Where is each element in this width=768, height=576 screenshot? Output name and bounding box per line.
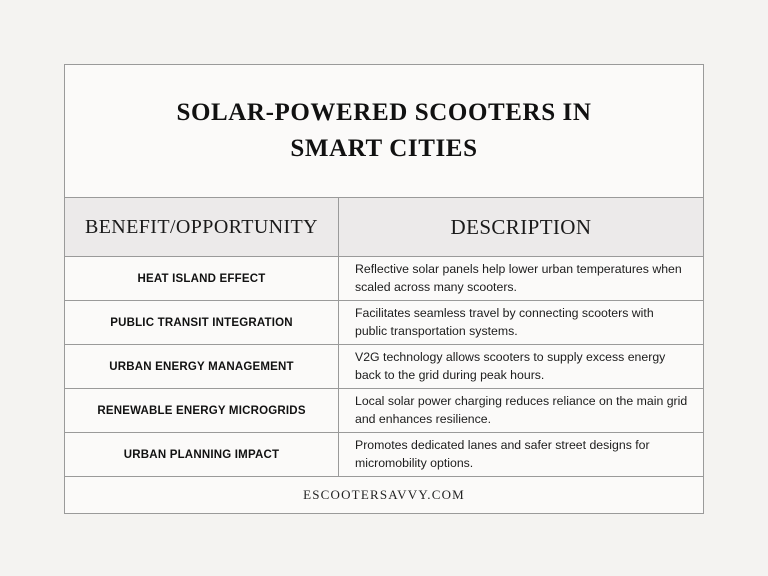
cell-benefit: PUBLIC TRANSIT INTEGRATION [65, 301, 339, 344]
infographic-card [64, 64, 704, 514]
cell-description: Local solar power charging reduces reliance on the main grid and enhances resilience. [355, 394, 688, 426]
table-header-row [65, 198, 703, 257]
table-row [65, 301, 703, 345]
page-title-line-1: SOLAR-POWERED SCOOTERS IN [176, 98, 592, 126]
cell-benefit: HEAT ISLAND EFFECT [65, 257, 339, 300]
cell-description: Reflective solar panels help lower urban temperatures when scaled across many scooters. [355, 262, 682, 294]
table-row [65, 389, 703, 433]
title-block [65, 65, 703, 198]
cell-description: Facilitates seamless travel by connecting scooters with public transportation systems. [355, 306, 654, 338]
cell-benefit: URBAN PLANNING IMPACT [65, 433, 339, 476]
table-row [65, 345, 703, 389]
table-row [65, 257, 703, 301]
cell-benefit: RENEWABLE ENERGY MICROGRIDS [65, 389, 339, 432]
footer-source: ESCOOTERSAVVY.COM [303, 487, 465, 502]
column-header-benefit: BENEFIT/OPPORTUNITY [65, 198, 339, 256]
cell-description: V2G technology allows scooters to supply excess energy back to the grid during peak hours. [355, 350, 666, 382]
page-title-line-2: SMART CITIES [290, 135, 478, 162]
table-row [65, 433, 703, 477]
cell-benefit: URBAN ENERGY MANAGEMENT [65, 345, 339, 388]
column-header-description: DESCRIPTION [450, 214, 592, 239]
cell-description: Promotes dedicated lanes and safer street designs for micromobility options. [355, 438, 650, 470]
